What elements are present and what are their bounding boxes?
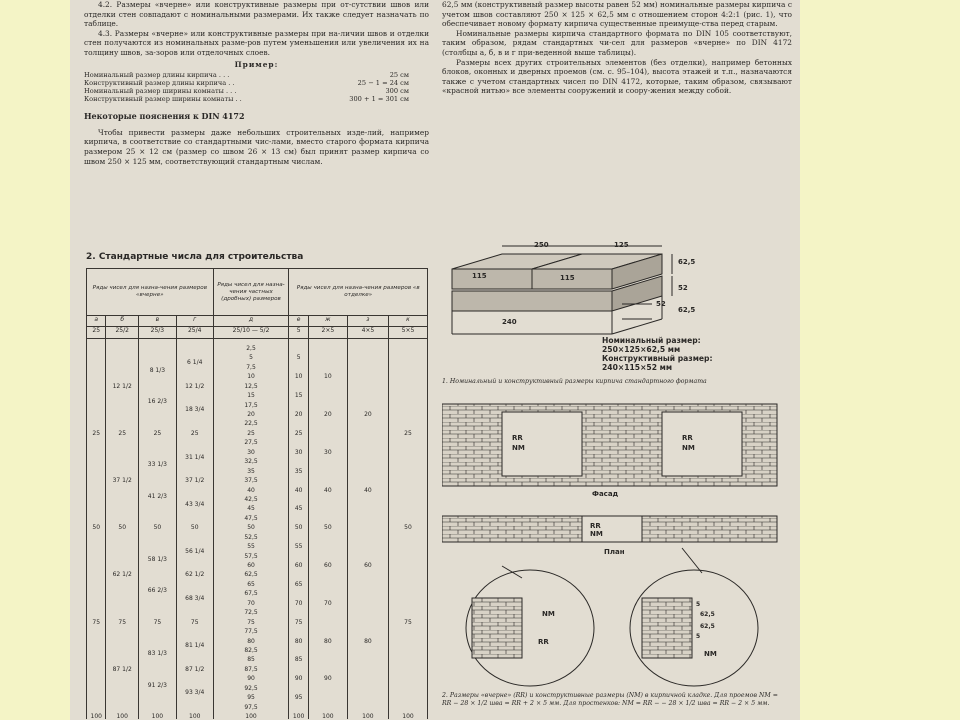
table-cell: 50 xyxy=(92,524,101,532)
dim-detail-5-b: 5 xyxy=(696,633,701,640)
table-cell: 45 xyxy=(294,505,303,513)
table-cell: 31 1/4 xyxy=(185,453,205,461)
figure-brick xyxy=(442,241,782,394)
facade-label: Фасад xyxy=(592,490,619,498)
table-subheader: б xyxy=(106,316,138,327)
table-cell: 100 xyxy=(362,713,374,720)
table-cell: 15 xyxy=(294,392,303,400)
table-cell: 55 xyxy=(247,543,255,551)
dim-detail-5-a: 5 xyxy=(696,601,701,608)
table-base-cell: 5 xyxy=(289,327,308,339)
table-cell: 55 xyxy=(294,543,303,551)
table-cell: 95 xyxy=(294,694,303,702)
table-cell: 10 xyxy=(294,373,303,381)
paragraph-explanation: Чтобы привести размеры даже небольших строительных изде-лий, например кирпича, в соответствие со стандартными чис-лами, вместо старого формата кирпича размером 25 × 12 см (размер со швом 26 × 13 см) был принят размер кирпича со швом 250 × 125 мм, соответствующий стандартным числам. xyxy=(84,127,429,166)
table-cell: 85 xyxy=(247,656,255,664)
table-column-k xyxy=(388,339,427,720)
table-subheader: ж xyxy=(308,316,347,327)
table-column-e xyxy=(289,339,308,720)
table-cell: 60 xyxy=(324,562,332,570)
table-cell: 87 1/2 xyxy=(185,665,205,673)
table-base-cell: 4×5 xyxy=(347,327,388,339)
table-cell: 83 1/3 xyxy=(147,650,167,658)
table-cell: 75 xyxy=(190,618,199,626)
table-cell: 65 xyxy=(294,580,303,588)
paragraph-elements: Размеры всех других строительных элементов (без отделки), например бетонных блоков, оконных и дверных проемов (см. с. 95–104), высота этажей и т.п., назначаются также с учетом стандартных чисел по DIN 4172, которые, таким образом, связывают «красной нитью» все элементы сооружений и соору-жения между собой. xyxy=(442,57,792,96)
dim-52: 52 xyxy=(678,284,688,292)
table-cell: 50 xyxy=(324,524,332,532)
table-cell: 40 xyxy=(294,486,303,494)
table-cell: 90 xyxy=(324,675,332,683)
figure-masonry xyxy=(442,398,782,720)
group-header-fractional: Ряды чисел для назна-чения частных (дробных) размеров xyxy=(213,269,289,316)
example-row xyxy=(84,71,429,79)
paragraph-brick-dims: 62,5 мм (конструктивный размер высоты равен 52 мм) номинальные размеры кирпича с учетом швов составляют 250 × 125 × 62,5 мм с отношением сторон 4:2:1 (рис. 1), что обеспечивает новому формату кирпича существенные преимуще-ства перед старым. xyxy=(442,0,792,29)
table-cell: 75 xyxy=(118,618,127,626)
plan-label: План xyxy=(604,548,625,556)
table-cell: 12,5 xyxy=(244,382,258,390)
table-cell: 70 xyxy=(247,599,255,607)
table-base-row xyxy=(87,327,428,339)
table-subheader: к xyxy=(388,316,427,327)
table-cell: 93 3/4 xyxy=(185,689,205,697)
table-column-zh xyxy=(308,339,347,720)
table-cell: 62,5 xyxy=(244,571,258,579)
left-text-column xyxy=(84,0,429,166)
table-column-z xyxy=(347,339,388,720)
table-subheader: д xyxy=(213,316,289,327)
table-cell: 70 xyxy=(294,599,303,607)
table-cell: 92,5 xyxy=(244,684,258,692)
paragraph-din105: Номинальные размеры кирпича стандартного формата по DIN 105 соответствуют, таким образом, рядам стандартных чи-сел для размеров «вчерне» по DIN 4172 (столбцы а, б, в и г при-веденной выше таблицы). xyxy=(442,28,792,57)
table-cell: 50 xyxy=(118,524,127,532)
table-cell: 52,5 xyxy=(244,533,258,541)
nm-label-detail-left: NM xyxy=(542,610,555,618)
example-label: Конструктивный размер ширины комнаты . . xyxy=(84,95,242,104)
dim-125: 125 xyxy=(614,241,629,249)
table-base-cell: 5×5 xyxy=(388,327,427,339)
nominal-label: Номинальный размер: xyxy=(602,336,701,345)
table-column-a xyxy=(87,339,106,720)
table-cell: 35 xyxy=(247,467,255,475)
group-header-finish: Ряды чисел для назна-чения размеров «в отделке» xyxy=(289,269,428,316)
table-cell: 70 xyxy=(324,599,332,607)
table-cell: 100 xyxy=(90,713,102,720)
paragraph-4-2: 4.2. Размеры «вчерне» или конструктивные размеры при от-сутствии швов или отделки стен совпадают с номинальными размерами. Их также следует назначать по таблице. xyxy=(84,0,429,29)
table-cell: 80 xyxy=(364,637,372,645)
table-subheader-row xyxy=(87,316,428,327)
table-cell: 2,5 xyxy=(246,345,256,352)
table-cell: 57,5 xyxy=(244,552,258,560)
table-cell: 16 2/3 xyxy=(147,398,167,406)
dim-115-b: 115 xyxy=(560,274,575,282)
table-cell: 30 xyxy=(294,448,303,456)
table-cell: 80 xyxy=(294,637,303,645)
constructive-label: Конструктивный размер: xyxy=(602,354,713,363)
table-cell: 40 xyxy=(247,486,255,494)
table-cell: 8 1/3 xyxy=(149,367,166,375)
example-row xyxy=(84,79,429,87)
standard-numbers-table xyxy=(86,268,428,719)
table-cell: 50 xyxy=(190,524,199,532)
table-subheader: г xyxy=(176,316,213,327)
nm-label-plan: NM xyxy=(590,530,603,538)
table-cell: 5 xyxy=(296,354,301,362)
table-cell: 77,5 xyxy=(244,628,258,636)
table-cell: 100 xyxy=(322,713,334,720)
table-cell: 25 xyxy=(190,429,199,437)
table-cell: 25 xyxy=(92,429,101,437)
table-cell: 25 xyxy=(118,429,127,437)
table-cell: 42,5 xyxy=(244,495,258,503)
table-cell: 100 xyxy=(245,713,257,720)
table-cell: 97,5 xyxy=(244,703,258,711)
table-cell: 100 xyxy=(402,713,414,720)
table-cell: 91 2/3 xyxy=(147,681,167,689)
table-cell: 50 xyxy=(247,524,255,532)
nm-label-facade-right: NM xyxy=(682,444,695,452)
table-cell: 10 xyxy=(324,373,332,381)
table-cell: 100 xyxy=(116,713,128,720)
table-cell: 20 xyxy=(324,411,332,419)
table-cell: 30 xyxy=(324,448,332,456)
table-cell: 81 1/4 xyxy=(185,642,205,650)
table-subheader: а xyxy=(87,316,106,327)
example-row xyxy=(84,95,429,103)
table-subheader: е xyxy=(289,316,308,327)
table-base-cell: 2×5 xyxy=(308,327,347,339)
table-cell: 30 xyxy=(247,448,255,456)
table-cell: 20 xyxy=(247,411,255,419)
example-value: 25 − 1 = 24 см xyxy=(357,79,409,88)
table-base-cell: 25/4 xyxy=(176,327,213,339)
table-title: 2. Стандартные числа для строительства xyxy=(86,252,304,262)
table-cell: 7,5 xyxy=(246,363,256,371)
table-base-cell: 25/2 xyxy=(106,327,138,339)
brick-size-labels xyxy=(602,336,713,372)
table-cell: 75 xyxy=(404,618,412,626)
table-cell: 15 xyxy=(247,392,255,400)
table-column-g xyxy=(176,339,213,720)
table-cell: 27,5 xyxy=(244,439,258,447)
nominal-value: 250×125×62,5 мм xyxy=(602,345,681,354)
table-cell: 35 xyxy=(294,467,303,475)
table-cell: 66 2/3 xyxy=(147,587,167,595)
table-cell: 32,5 xyxy=(244,458,258,466)
table-cell: 20 xyxy=(294,411,303,419)
table-cell: 6 1/4 xyxy=(187,359,203,367)
table-cell: 90 xyxy=(294,675,303,683)
table-cell: 60 xyxy=(247,562,255,570)
table-cell: 62 1/2 xyxy=(112,571,132,579)
table-base-cell: 25 xyxy=(87,327,106,339)
table-cell: 72,5 xyxy=(244,609,258,617)
section-heading: Некоторые пояснения к DIN 4172 xyxy=(84,111,245,122)
table-cell: 50 xyxy=(294,524,303,532)
table-cell: 37 1/2 xyxy=(112,477,132,485)
table-cell: 45 xyxy=(247,505,255,513)
table-column-d xyxy=(213,339,289,720)
table-cell: 100 xyxy=(189,713,201,720)
dim-62-5: 62,5 xyxy=(678,258,696,266)
table-cell: 12 1/2 xyxy=(112,382,132,390)
table-cell: 17,5 xyxy=(244,401,258,409)
rr-label-facade-left: RR xyxy=(512,434,523,442)
table-cell: 37,5 xyxy=(244,477,258,485)
table-cell: 25 xyxy=(153,429,162,437)
table-cell: 25 xyxy=(247,429,255,437)
table-cell: 85 xyxy=(294,656,303,664)
table-cell: 82,5 xyxy=(244,646,258,654)
example-label: Номинальный размер ширины комнаты . . . xyxy=(84,87,237,96)
table-cell: 43 3/4 xyxy=(185,500,205,508)
nm-label-detail-right: NM xyxy=(704,650,717,658)
table-cell: 65 xyxy=(247,580,255,588)
rr-label-detail-left: RR xyxy=(538,638,549,646)
figure1-caption: 1. Номинальный и конструктивный размеры кирпича стандартного формата xyxy=(442,378,707,385)
example-title: Пример: xyxy=(234,59,279,69)
dim-detail-62-5-b: 62,5 xyxy=(700,623,715,630)
table-cell: 67,5 xyxy=(244,590,258,598)
group-header-rough: Ряды чисел для назна-чения размеров «вчерне» xyxy=(87,269,214,316)
dim-detail-62-5-a: 62,5 xyxy=(700,611,715,618)
table-cell: 56 1/4 xyxy=(185,547,205,555)
table-cell: 33 1/3 xyxy=(147,461,167,469)
table-cell: 87 1/2 xyxy=(112,665,132,673)
example-list xyxy=(84,71,429,103)
table-cell: 100 xyxy=(292,713,305,720)
table-subheader: з xyxy=(347,316,388,327)
nm-label-facade-left: NM xyxy=(512,444,525,452)
table-column-v xyxy=(138,339,176,720)
paragraph-4-3: 4.3. Размеры «вчерне» или конструктивные размеры при на-личии швов и отделки стен получаются из номинальных разме-ров путем уменьшения или увеличения их на толщину швов, за-зоров или отделочных слоев. xyxy=(84,28,429,57)
table-cell: 12 1/2 xyxy=(185,382,205,390)
rr-label-plan: RR xyxy=(590,522,601,530)
table-cell: 60 xyxy=(364,562,372,570)
table-cell: 58 1/3 xyxy=(147,555,167,563)
table-cell: 100 xyxy=(151,713,164,720)
table-base-cell: 25/3 xyxy=(138,327,176,339)
example-row xyxy=(84,87,429,95)
table-cell: 60 xyxy=(294,562,303,570)
example-value: 300 см xyxy=(385,87,409,96)
table-cell: 25 xyxy=(294,429,303,437)
table-cell: 22,5 xyxy=(244,420,258,428)
table-cell: 40 xyxy=(364,486,372,494)
table-cell: 75 xyxy=(92,618,101,626)
table-cell: 80 xyxy=(324,637,332,645)
table-cell: 50 xyxy=(404,524,412,532)
table-cell: 18 3/4 xyxy=(185,406,205,414)
table-cell: 75 xyxy=(294,618,303,626)
table-cell: 75 xyxy=(153,618,162,626)
table-cell: 87,5 xyxy=(244,665,258,673)
constructive-value: 240×115×52 мм xyxy=(602,363,673,372)
table-cell: 47,5 xyxy=(244,514,258,522)
table-cell: 40 xyxy=(324,486,332,494)
right-text-column xyxy=(442,0,792,96)
table-cell: 41 2/3 xyxy=(147,492,167,500)
table-cell: 37 1/2 xyxy=(185,477,205,485)
table-cell: 68 3/4 xyxy=(185,595,205,603)
table-cell: 25 xyxy=(404,429,412,437)
table-cell: 80 xyxy=(247,637,255,645)
dim-52-b: 52 xyxy=(656,300,666,308)
table-cell: 5 xyxy=(249,354,253,362)
table-body-row xyxy=(87,339,428,720)
example-label: Номинальный размер длины кирпича . . . xyxy=(84,71,230,80)
table-cell: 75 xyxy=(247,618,255,626)
table-base-cell: 25/10 — 5/2 xyxy=(213,327,289,339)
example-value: 300 + 1 = 301 см xyxy=(349,95,409,104)
dim-250: 250 xyxy=(534,241,549,249)
dim-240: 240 xyxy=(502,318,517,326)
dim-62-5-b: 62,5 xyxy=(678,306,696,314)
figure2-caption: 2. Размеры «вчерне» (RR) и конструктивные размеры (NM) в кирпичной кладке. Для проемов NM = RR − 28 × 1/2 шва = RR + 2 × 5 мм. Для простенков: NM = RR − − 28 × 1/2 шва = RR − 2 × 5 мм. xyxy=(442,692,778,707)
table-cell: 90 xyxy=(247,675,255,683)
table-cell: 62 1/2 xyxy=(185,571,205,579)
table-cell: 10 xyxy=(247,373,255,381)
rr-label-facade-right: RR xyxy=(682,434,693,442)
table-subheader: в xyxy=(138,316,176,327)
example-value: 25 см xyxy=(389,71,409,80)
table-column-b xyxy=(106,339,138,720)
table-cell: 50 xyxy=(153,524,162,532)
table-cell: 95 xyxy=(247,694,255,702)
table-cell: 20 xyxy=(364,411,372,419)
book-page-scan xyxy=(70,0,800,720)
dim-115-a: 115 xyxy=(472,272,487,280)
example-label: Конструктивный размер длины кирпича . . xyxy=(84,79,235,88)
